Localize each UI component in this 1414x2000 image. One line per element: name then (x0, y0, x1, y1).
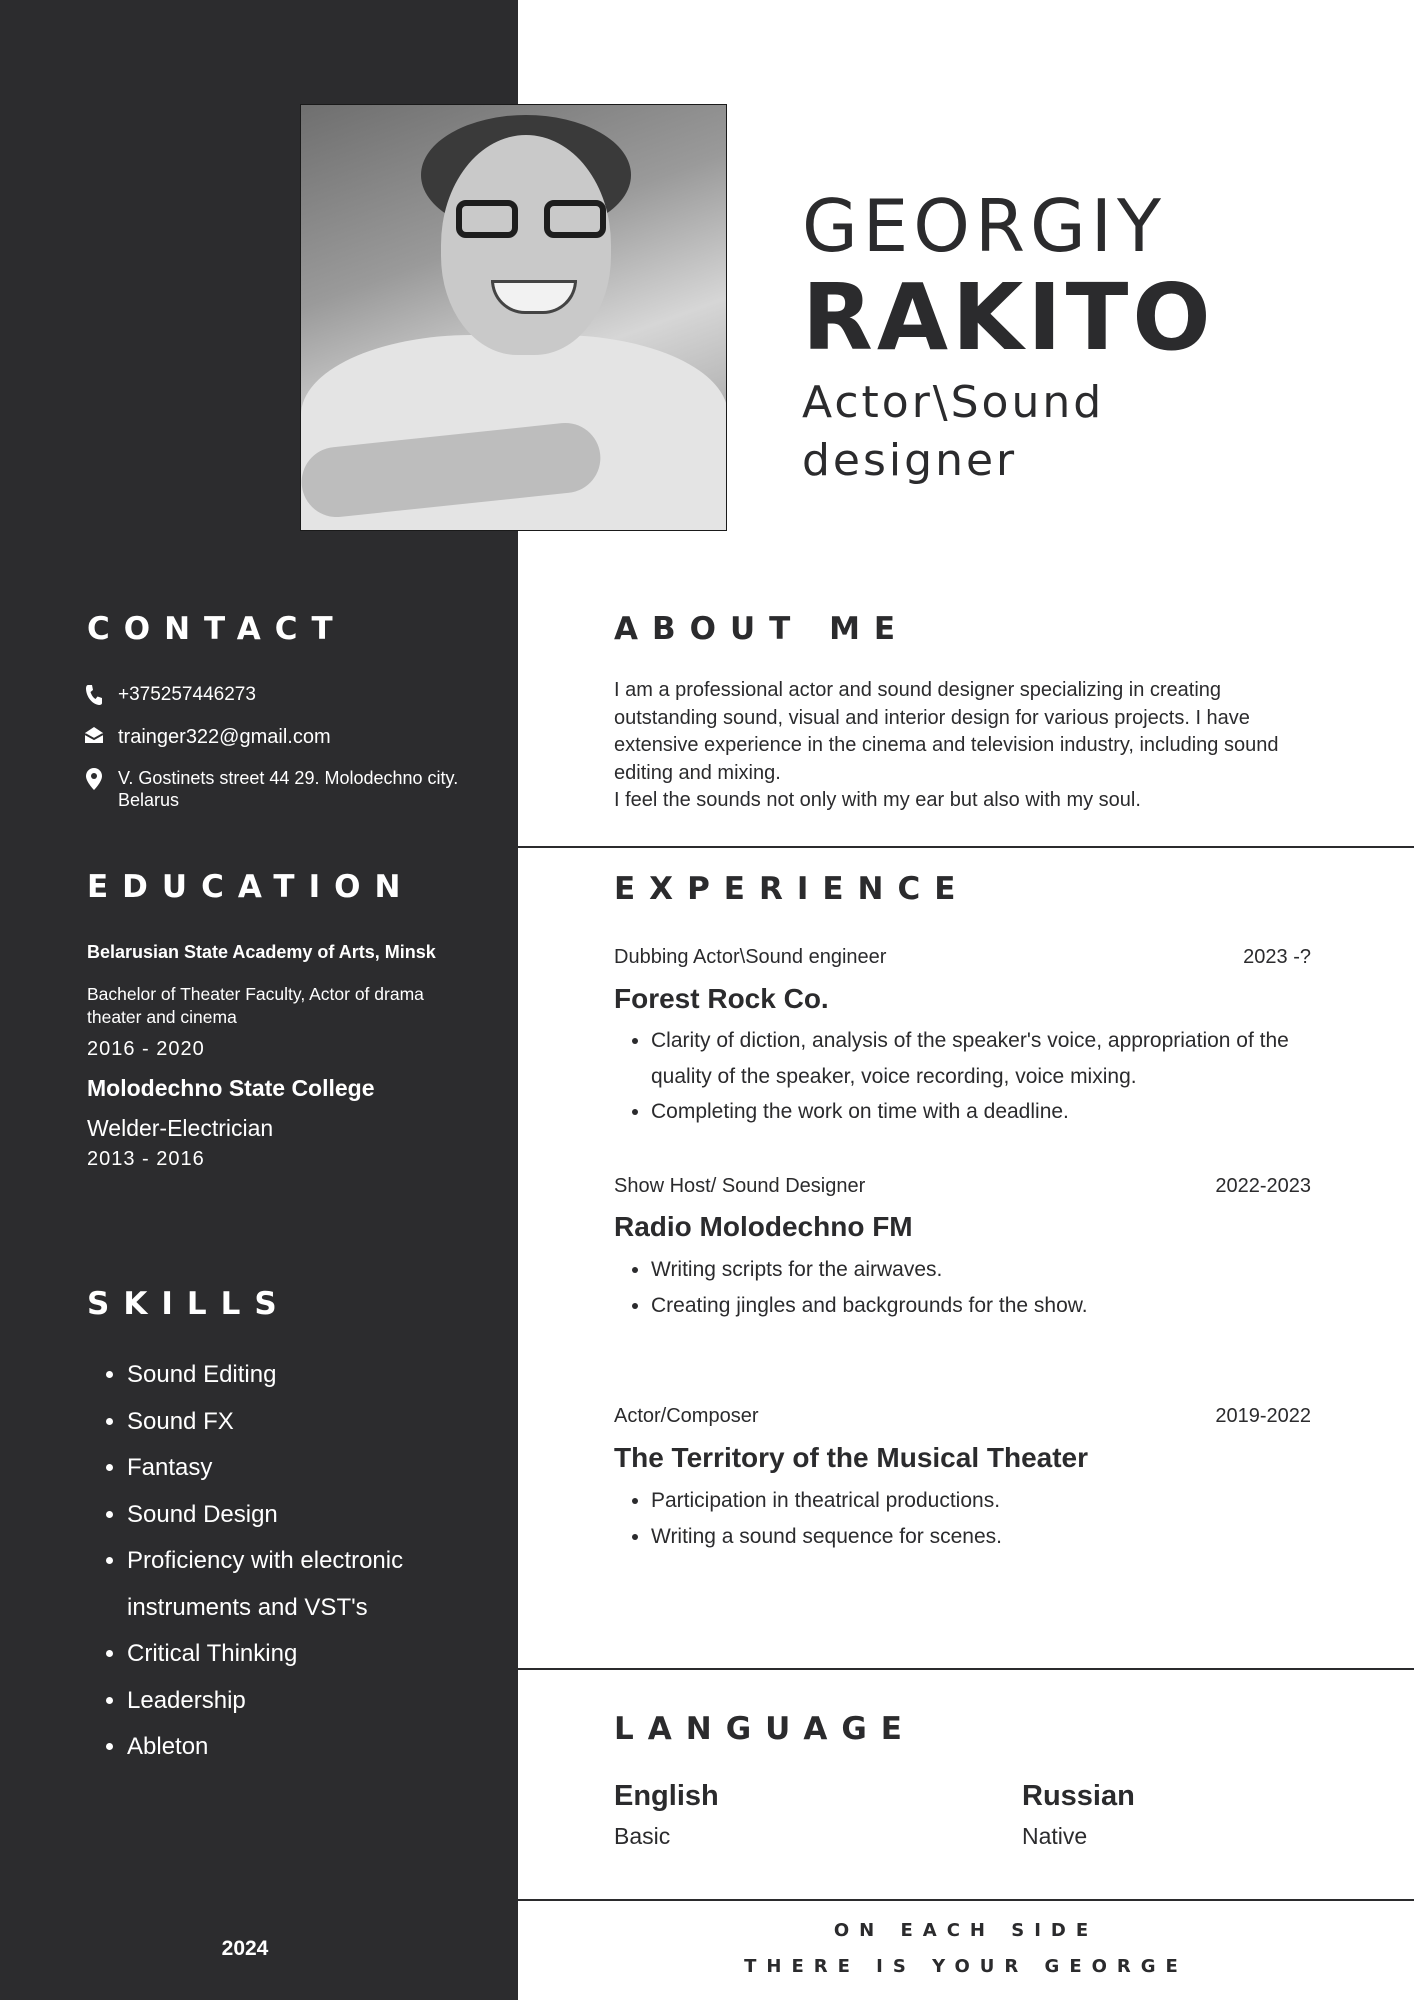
experience-bullets (625, 1023, 1341, 1130)
language-name: English (614, 1780, 719, 1812)
divider (518, 846, 1414, 848)
phone-number[interactable]: +375257446273 (118, 684, 256, 705)
language-name: Russian (1022, 1780, 1135, 1812)
contact-email (84, 726, 331, 750)
experience-role: Show Host/ Sound Designer (614, 1175, 866, 1197)
address: V. Gostinets street 44 29. Molodechno city. Belarus (118, 768, 459, 810)
about-text (614, 677, 1294, 815)
contact-phone (84, 684, 256, 708)
experience-bullets (625, 1252, 1341, 1323)
about-paragraph: I feel the sounds not only with my ear but also with my soul. (614, 789, 1141, 811)
education-heading: EDUCATION (87, 869, 415, 905)
experience-role: Dubbing Actor\Sound engineer (614, 946, 887, 968)
list-item: • Clarity of diction, analysis of the speaker's voice, appropriation of the quality of the speaker, voice recording, voice mixing. (651, 1023, 1341, 1094)
divider (518, 1899, 1414, 1901)
contact-heading: CONTACT (87, 611, 347, 647)
skills-heading: SKILLS (87, 1286, 291, 1322)
language-heading: LANGUAGE (614, 1711, 916, 1747)
experience-role: Actor/Composer (614, 1405, 759, 1427)
list-item: • Sound FX (127, 1399, 457, 1446)
skills-list (100, 1352, 457, 1771)
experience-date: 2023 -? (1243, 946, 1311, 968)
list-item: • Sound Editing (127, 1352, 457, 1399)
contact-address (84, 767, 498, 811)
list-item: • Proficiency with electronic instruments and VST's (127, 1538, 457, 1631)
education-school: Belarusian State Academy of Arts, Minsk (87, 942, 436, 962)
footer-year: 2024 (221, 1937, 269, 1960)
experience-company: Forest Rock Co. (614, 983, 829, 1014)
language-level: Basic (614, 1823, 671, 1849)
experience-bullets (625, 1483, 1341, 1554)
list-item: • Fantasy (127, 1445, 457, 1492)
list-item: • Critical Thinking (127, 1631, 457, 1678)
about-paragraph: I am a professional actor and sound designer specializing in creating outstanding sound, visual and interior design for various projects. I have extensive experience in the cinema and television industry, including sound editing and mixing. (614, 679, 1279, 784)
language-level: Native (1022, 1823, 1088, 1849)
location-pin-icon (84, 767, 104, 791)
experience-date: 2019-2022 (1215, 1405, 1311, 1427)
experience-date: 2022-2023 (1215, 1175, 1311, 1197)
education-degree: Welder-Electrician (87, 1115, 274, 1141)
first-name: GEORGIY (802, 184, 1166, 268)
profile-photo (300, 104, 727, 531)
divider (518, 1668, 1414, 1670)
email-address[interactable]: trainger322@gmail.com (118, 726, 331, 748)
list-item: • Completing the work on time with a deadline. (651, 1094, 1341, 1130)
education-school: Molodechno State College (87, 1075, 375, 1101)
list-item: • Writing scripts for the airwaves. (651, 1252, 1341, 1288)
motto-line: THERE IS YOUR GEORGE (744, 1956, 1188, 1977)
list-item: • Ableton (127, 1724, 457, 1771)
list-item: • Leadership (127, 1678, 457, 1725)
motto-line: ON EACH SIDE (833, 1920, 1099, 1941)
education-years: 2016 - 2020 (87, 1038, 205, 1060)
list-item: • Creating jingles and backgrounds for the show. (651, 1288, 1341, 1324)
education-years: 2013 - 2016 (87, 1148, 205, 1170)
experience-company: The Territory of the Musical Theater (614, 1442, 1089, 1473)
list-item: • Participation in theatrical productions. (651, 1483, 1341, 1519)
about-heading: ABOUT ME (614, 611, 910, 647)
job-title: Actor\Sound designer (802, 377, 1105, 486)
email-icon (84, 726, 104, 750)
phone-icon (84, 684, 104, 708)
education-degree: Bachelor of Theater Faculty, Actor of drama theater and cinema (87, 984, 424, 1027)
experience-heading: EXPERIENCE (614, 871, 970, 907)
last-name: RAKITO (802, 264, 1215, 371)
list-item: • Sound Design (127, 1492, 457, 1539)
list-item: • Writing a sound sequence for scenes. (651, 1519, 1341, 1555)
experience-company: Radio Molodechno FM (614, 1211, 913, 1242)
